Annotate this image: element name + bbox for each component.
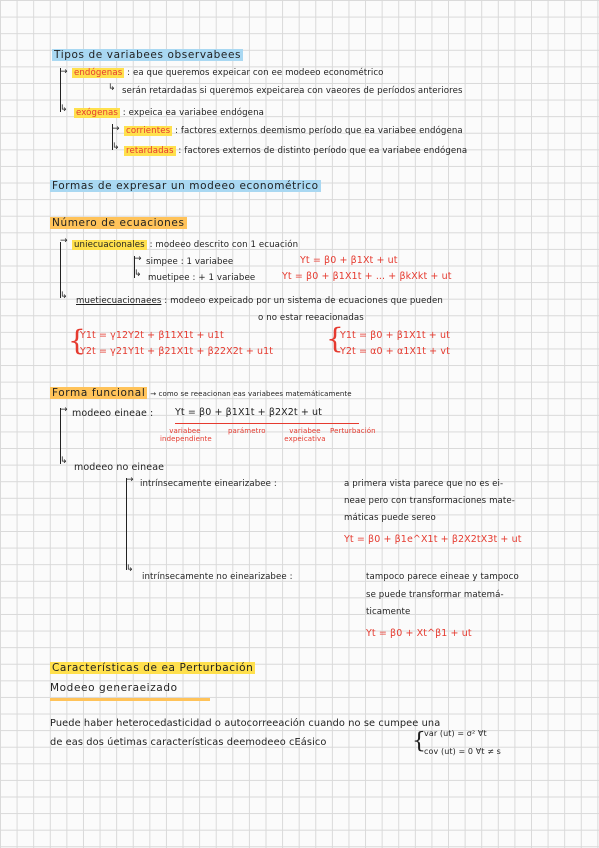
section-title-funcional: Forma funcional [52,387,146,399]
retardadas-row [124,146,467,156]
cov-condition: cov (ut) = 0 ∀t ≠ s [424,747,501,756]
underline [50,698,210,701]
label-explicativa: variabee expeicativa [284,427,326,443]
brace-icon: { [68,324,86,357]
endogenas-desc: : ea que queremos expeicar con ee modeeo econométrico [127,68,384,78]
intr-lin-desc-2: neae pero con transformaciones mate- [344,496,515,506]
var-condition: var (ut) = σ² ∀t [424,729,487,738]
system1-equation-2: Y2t = γ21Y1t + β21X1t + β22X2t + u1t [80,346,274,357]
funcional-row [50,387,352,399]
label-parametro: parámetro [228,427,266,435]
lineal-label: modeeo eineae : [72,408,154,419]
section-title-numero: Número de ecuaciones [52,217,185,229]
intr-nolin-label: intrínsecamente no einearizabee : [142,572,293,582]
corrientes-term: corrientes [126,126,171,136]
corrientes-desc: : factores externos deemismo período que ea variabee endógena [175,126,463,136]
intr-lin-label: intrínsecamente einearizabee : [140,479,277,489]
exogenas-term: exógenas [76,108,118,118]
label-perturbacion: Perturbación [330,427,376,435]
corrientes-row [124,126,463,136]
simple-label: simpee : 1 variabee [146,257,234,267]
system2-equation-2: Y2t = α0 + α1X1t + vt [340,346,450,357]
corner-arrow-icon: ↳ [108,83,116,93]
retardadas-note: serán retardadas si queremos expeicarea con vaeores de períodos anteriores [122,86,463,96]
exogenas-desc: : expeica ea variabee endógena [122,108,264,118]
multiecuacionales-row [76,296,443,306]
label-dependiente: variabee independiente [160,427,212,443]
arrow-icon: → [134,254,142,264]
tree-line [126,478,127,570]
system2-equation-1: Y1t = β0 + β1X1t + ut [340,330,450,341]
multiecuacionales-desc-2: o no estar reeacionadas [258,313,364,323]
section-title-perturbacion: Características de ea Perturbación [52,662,254,674]
arrow-icon: → [60,236,68,246]
corner-arrow-icon: ↳ [60,456,68,466]
retardadas-term: retardadas [126,146,174,156]
multiecuacionales-desc: : modeeo expeicado por un sistema de ecuaciones que pueden [164,296,443,306]
arrow-icon: → [112,124,120,134]
corner-arrow-icon: ↳ [112,142,120,152]
retardadas-desc: : factores externos de distinto período que ea variabee endógena [178,146,468,156]
corner-arrow-icon: ↳ [134,269,142,279]
corner-arrow-icon: ↳ [60,104,68,114]
underline [175,423,359,424]
paragraph-line-1: Puede haber heterocedasticidad o autocorreeación cuando no se cumpee una [50,718,441,729]
arrow-icon: → [60,405,68,415]
multiecuacionales-term: muetiecuacionaees [76,296,162,306]
subtitle-generalizado: Modeeo generaeizado [50,682,178,694]
intr-lin-desc-1: a primera vista parece que no es ei- [344,479,504,489]
tree-line [60,242,61,298]
nolineal-label: modeeo no eineae [74,462,165,473]
brace-icon: { [412,729,426,754]
section-title-formas: Formas de expresar un modeeo econométrico [52,180,319,192]
intr-lin-desc-3: máticas puede sereo [344,513,436,523]
corner-arrow-icon: ↳ [60,291,68,301]
intr-nolin-desc-2: se puede transformar matemá- [366,590,504,600]
multiple-equation: Yt = β0 + β1X1t + ... + βkXkt + ut [282,271,452,282]
lineal-equation: Yt = β0 + β1X1t + β2X2t + ut [175,407,322,418]
simple-equation: Yt = β0 + β1Xt + ut [300,255,398,266]
funcional-desc: → como se reeacionan eas variabees matemáticamente [150,390,352,398]
intr-nolin-equation: Yt = β0 + Xt^β1 + ut [366,628,472,639]
arrow-icon: → [60,67,68,77]
exogenas-row [74,108,264,118]
section-title-tipos: Tipos de variabees observabees [54,49,242,61]
corner-arrow-icon: ↳ [126,564,134,574]
system1-equation-1: Y1t = γ12Y2t + β11X1t + u1t [80,330,224,341]
uniecuacionales-term: uniecuacionales [74,240,145,250]
intr-lin-equation: Yt = β0 + β1e^X1t + β2X2tX3t + ut [344,534,522,545]
multiple-label: muetipee : + 1 variabee [148,273,256,283]
uniecuacionales-desc: : modeeo descrito con 1 ecuación [149,240,299,250]
endogenas-row [72,68,384,78]
arrow-icon: → [126,475,134,485]
intr-nolin-desc-1: tampoco parece eineae y tampoco [366,572,519,582]
uniecuacionales-row [72,240,298,250]
brace-icon: { [326,322,344,355]
intr-nolin-desc-3: ticamente [366,607,411,617]
endogenas-term: endógenas [74,68,123,78]
paragraph-line-2: de eas dos úetimas características deemodeeo cEásico [50,737,327,748]
